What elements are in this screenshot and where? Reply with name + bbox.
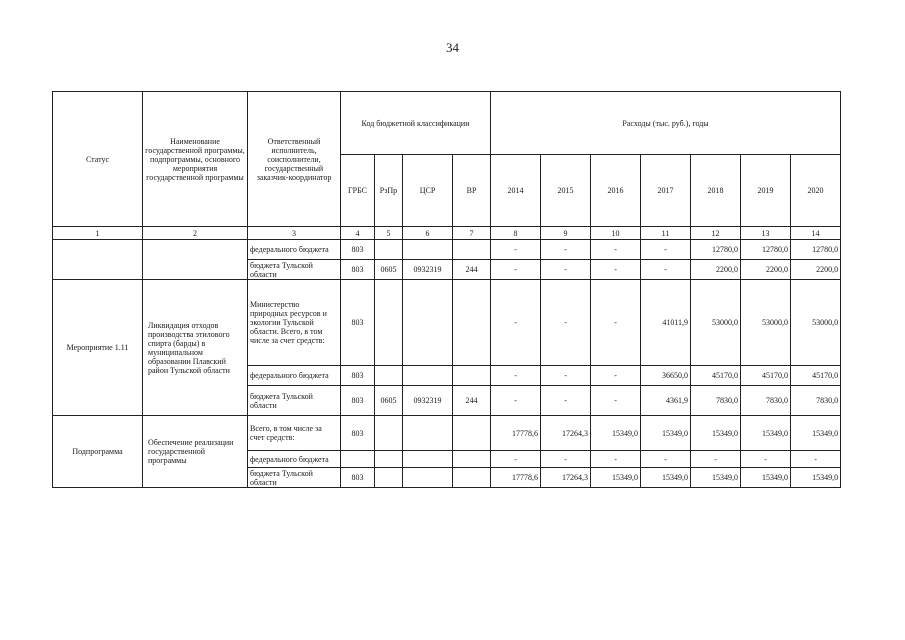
header-status: Статус (53, 92, 143, 227)
row-program-name: Ликвидация отходов производства этилового спирта (барды) в муниципальном образовании Плавский район Тульской области (143, 280, 248, 416)
row-expense-value: 12780,0 (691, 240, 741, 260)
column-number: 3 (248, 227, 341, 240)
row-status: Подпрограмма (53, 416, 143, 488)
row-expense-value: - (641, 240, 691, 260)
row-expense-value: 17264,3 (541, 416, 591, 451)
row-expense-value: - (591, 386, 641, 416)
column-number: 14 (791, 227, 841, 240)
row-csr (403, 240, 453, 260)
row-expense-value: 2200,0 (741, 260, 791, 280)
row-grbs: 803 (341, 416, 375, 451)
row-expense-value: 15349,0 (691, 468, 741, 488)
row-status: Мероприятие 1.11 (53, 280, 143, 416)
header-year: 2018 (691, 155, 741, 227)
row-grbs: 803 (341, 260, 375, 280)
table-row (53, 416, 841, 451)
header-year: 2019 (741, 155, 791, 227)
row-expense-value: - (541, 280, 591, 366)
row-expense-value: 15349,0 (641, 416, 691, 451)
header-vr: ВР (453, 155, 491, 227)
header-year: 2016 (591, 155, 641, 227)
row-executor: бюджета Тульской области (248, 260, 341, 280)
column-number: 2 (143, 227, 248, 240)
row-expense-value: - (591, 240, 641, 260)
row-expense-value: - (591, 451, 641, 468)
table-row (53, 280, 841, 366)
column-number: 4 (341, 227, 375, 240)
row-expense-value: - (541, 451, 591, 468)
row-csr (403, 468, 453, 488)
row-expense-value: 45170,0 (741, 366, 791, 386)
row-rzpr (375, 468, 403, 488)
header-grbs: ГРБС (341, 155, 375, 227)
row-executor: Всего, в том числе за счет средств: (248, 416, 341, 451)
row-executor: бюджета Тульской области (248, 468, 341, 488)
row-vr (453, 451, 491, 468)
row-rzpr (375, 240, 403, 260)
row-expense-value: 12780,0 (791, 240, 841, 260)
row-rzpr (375, 416, 403, 451)
row-grbs: 803 (341, 280, 375, 366)
row-expense-value: 45170,0 (791, 366, 841, 386)
row-expense-value: 15349,0 (691, 416, 741, 451)
row-csr: 0932319 (403, 260, 453, 280)
row-expense-value: - (491, 240, 541, 260)
column-number: 8 (491, 227, 541, 240)
row-expense-value: - (541, 240, 591, 260)
row-expense-value: 15349,0 (791, 416, 841, 451)
row-grbs: 803 (341, 240, 375, 260)
row-expense-value: - (641, 260, 691, 280)
row-expense-value: 7830,0 (791, 386, 841, 416)
row-program-name (143, 240, 248, 280)
column-number-row (53, 227, 841, 240)
row-executor: федерального бюджета (248, 240, 341, 260)
header-csr: ЦСР (403, 155, 453, 227)
row-executor: бюджета Тульской области (248, 386, 341, 416)
row-vr: 244 (453, 386, 491, 416)
row-expense-value: 17778,6 (491, 468, 541, 488)
row-expense-value: 36650,0 (641, 366, 691, 386)
row-csr (403, 280, 453, 366)
row-status (53, 240, 143, 280)
row-program-name: Обеспечение реализации государственной программы (143, 416, 248, 488)
row-expense-value: - (491, 366, 541, 386)
row-expense-value: 53000,0 (791, 280, 841, 366)
row-vr: 244 (453, 260, 491, 280)
row-expense-value: 45170,0 (691, 366, 741, 386)
row-expense-value: - (591, 366, 641, 386)
row-expense-value: 15349,0 (741, 416, 791, 451)
row-grbs: 803 (341, 468, 375, 488)
row-expense-value: 15349,0 (741, 468, 791, 488)
row-expense-value: 15349,0 (591, 468, 641, 488)
header-year: 2014 (491, 155, 541, 227)
row-grbs (341, 451, 375, 468)
row-rzpr (375, 366, 403, 386)
row-vr (453, 280, 491, 366)
row-expense-value: - (741, 451, 791, 468)
row-executor: Министерство природных ресурсов и экологии Тульской области. Всего, в том числе за счет средств: (248, 280, 341, 366)
header-year: 2017 (641, 155, 691, 227)
row-expense-value: 7830,0 (741, 386, 791, 416)
header-executor: Ответственный исполнитель, соисполнители, государственный заказчик-координатор (248, 92, 341, 227)
row-expense-value: - (591, 260, 641, 280)
column-number: 9 (541, 227, 591, 240)
row-vr (453, 416, 491, 451)
row-expense-value: 17264,3 (541, 468, 591, 488)
row-rzpr (375, 451, 403, 468)
row-expense-value: - (541, 386, 591, 416)
row-expense-value: 4361,9 (641, 386, 691, 416)
row-expense-value: 15349,0 (591, 416, 641, 451)
row-expense-value: - (491, 280, 541, 366)
row-expense-value: 53000,0 (691, 280, 741, 366)
column-number: 12 (691, 227, 741, 240)
column-number: 1 (53, 227, 143, 240)
column-number: 10 (591, 227, 641, 240)
row-expense-value: - (791, 451, 841, 468)
column-number: 5 (375, 227, 403, 240)
row-rzpr (375, 280, 403, 366)
row-rzpr: 0605 (375, 260, 403, 280)
row-executor: федерального бюджета (248, 451, 341, 468)
row-expense-value: 41011,9 (641, 280, 691, 366)
row-expense-value: - (491, 260, 541, 280)
row-expense-value: - (491, 386, 541, 416)
row-csr (403, 366, 453, 386)
row-expense-value: 2200,0 (791, 260, 841, 280)
row-rzpr: 0605 (375, 386, 403, 416)
row-expense-value: - (541, 260, 591, 280)
row-expense-value: 17778,6 (491, 416, 541, 451)
row-csr (403, 451, 453, 468)
row-expense-value: - (591, 280, 641, 366)
budget-table (52, 91, 841, 488)
row-grbs: 803 (341, 366, 375, 386)
row-vr (453, 468, 491, 488)
row-expense-value: 53000,0 (741, 280, 791, 366)
row-expense-value: 7830,0 (691, 386, 741, 416)
header-expenses: Расходы (тыс. руб.), годы (491, 92, 841, 155)
row-grbs: 803 (341, 386, 375, 416)
column-number: 6 (403, 227, 453, 240)
table-row (53, 240, 841, 260)
page-number: 34 (446, 40, 459, 55)
row-expense-value: 2200,0 (691, 260, 741, 280)
row-expense-value: 12780,0 (741, 240, 791, 260)
header-budget-code: Код бюджетной классификации (341, 92, 491, 155)
row-csr (403, 416, 453, 451)
row-expense-value: - (541, 366, 591, 386)
column-number: 11 (641, 227, 691, 240)
row-expense-value: - (491, 451, 541, 468)
header-year: 2015 (541, 155, 591, 227)
header-rzpr: РзПр (375, 155, 403, 227)
row-expense-value: 15349,0 (641, 468, 691, 488)
header-year: 2020 (791, 155, 841, 227)
row-vr (453, 240, 491, 260)
row-expense-value: 15349,0 (791, 468, 841, 488)
row-csr: 0932319 (403, 386, 453, 416)
row-expense-value: - (691, 451, 741, 468)
column-number: 13 (741, 227, 791, 240)
row-executor: федерального бюджета (248, 366, 341, 386)
column-number: 7 (453, 227, 491, 240)
header-program-name: Наименование государственной программы, подпрограммы, основного мероприятия государственной программы (143, 92, 248, 227)
row-expense-value: - (641, 451, 691, 468)
row-vr (453, 366, 491, 386)
